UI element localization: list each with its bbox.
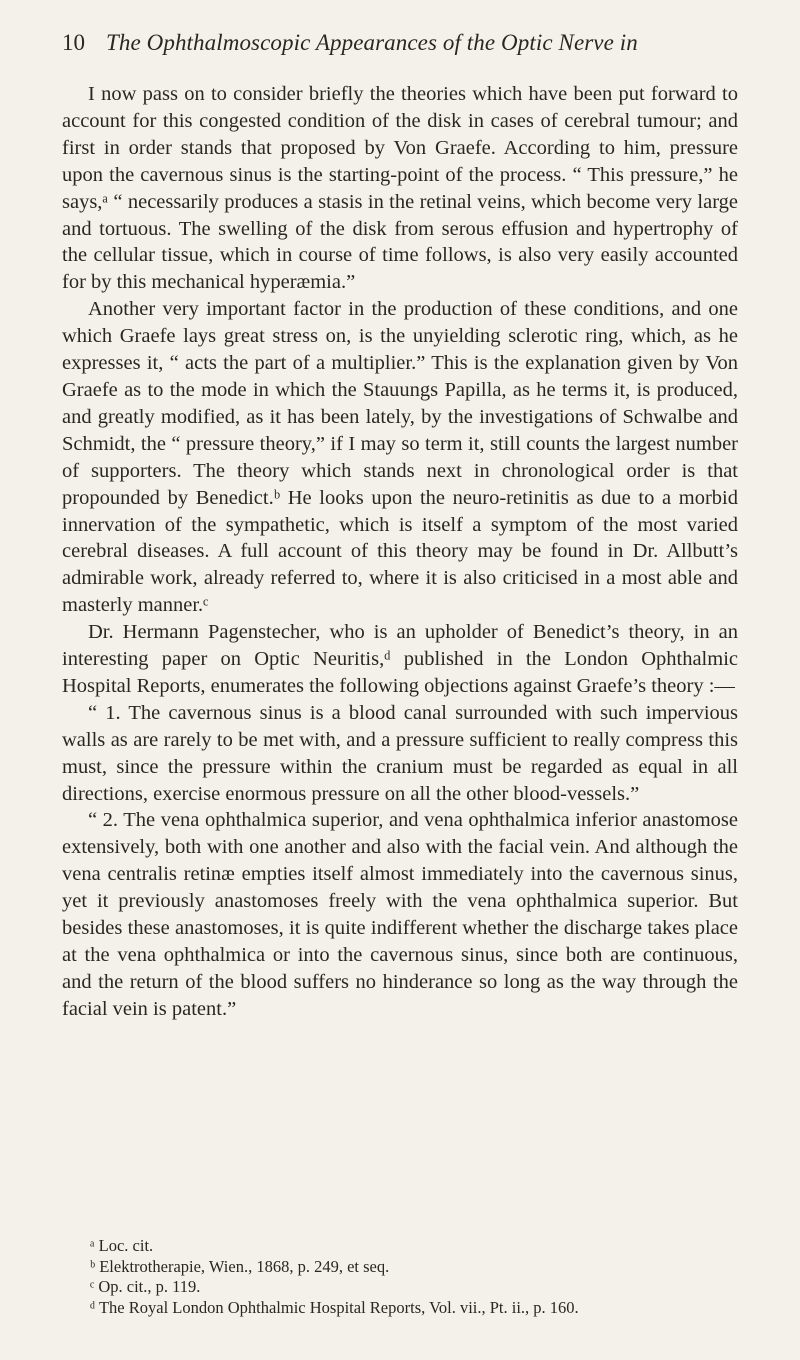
running-title: The Ophthalmoscopic Appearances of the Optic Nerve in: [106, 30, 638, 55]
paragraph: I now pass on to consider briefly the theories which have been put forward to account for this congested condition of the disk in cases of cerebral tumour; and first in order stands that proposed by Von Graefe. According to him, pressure upon the cavernous sinus is the starting-point of the process. “ This pressure,” he says,ᵃ “ necessarily produces a stasis in the retinal veins, which become very large and tortuous. The swelling of the disk from serous effusion and hypertrophy of the cellular tissue, which in course of time follows, is also very easily accounted for by this mechanical hyperæmia.”: [62, 83, 738, 294]
footnotes: [62, 1236, 738, 1318]
paragraph: “ 2. The vena ophthalmica superior, and vena ophthalmica inferior anastomose extensively, both with one another and also with the facial vein. And although the vena centralis retinæ empties itself almost immediately into the cavernous sinus, yet it previously anastomoses freely with the vena ophthalmica superior. But besides these anastomoses, it is quite indifferent whether the discharge takes place at the vena ophthalmica or into the cavernous sinus, since both are continuous, and the return of the blood suffers no hinderance so long as the way through the facial vein is patent.”: [62, 809, 738, 1020]
paragraph: Another very important factor in the production of these conditions, and one which Graefe lays great stress on, is the unyielding sclerotic ring, which, as he expresses it, “ acts the part of a multiplier.” This is the explanation given by Von Graefe as to the mode in which the Stauungs Papilla, as he terms it, is produced, and greatly modified, as it has been lately, by the investigations of Schwalbe and Schmidt, the “ pressure theory,” if I may so term it, still counts the largest number of supporters. The theory which stands next in chronological order is that propounded by Benedict.ᵇ He looks upon the neuro-retinitis as due to a morbid innervation of the sympathetic, which is itself a symptom of the most varied cerebral diseases. A full account of this theory may be found in Dr. Allbutt’s admirable work, already referred to, where it is also criticised in a most able and masterly manner.ᶜ: [62, 298, 738, 617]
paragraph: “ 1. The cavernous sinus is a blood canal surrounded with such impervious walls as are rarely to be met with, and a pressure sufficient to really compress this must, since the pressure within the cranium must be regarded as equal in all directions, exercise enormous pressure on all the other blood-vessels.”: [62, 701, 738, 805]
footnote: ᵈ The Royal London Ophthalmic Hospital Reports, Vol. vii., Pt. ii., p. 160.: [90, 1297, 579, 1317]
footnote: ᵇ Elektrotherapie, Wien., 1868, p. 249, et seq.: [90, 1256, 390, 1276]
body-text: [62, 81, 738, 1023]
footnote: ᵃ Loc. cit.: [90, 1236, 154, 1255]
footnote: ᶜ Op. cit., p. 119.: [90, 1277, 201, 1296]
page-number: 10: [62, 30, 85, 55]
running-header: [62, 30, 762, 64]
paragraph: Dr. Hermann Pagenstecher, who is an upholder of Benedict’s theory, in an interesting paper on Optic Neuritis,ᵈ published in the London Ophthalmic Hospital Reports, enumerates the following objections against Graefe’s theory :—: [62, 621, 738, 697]
